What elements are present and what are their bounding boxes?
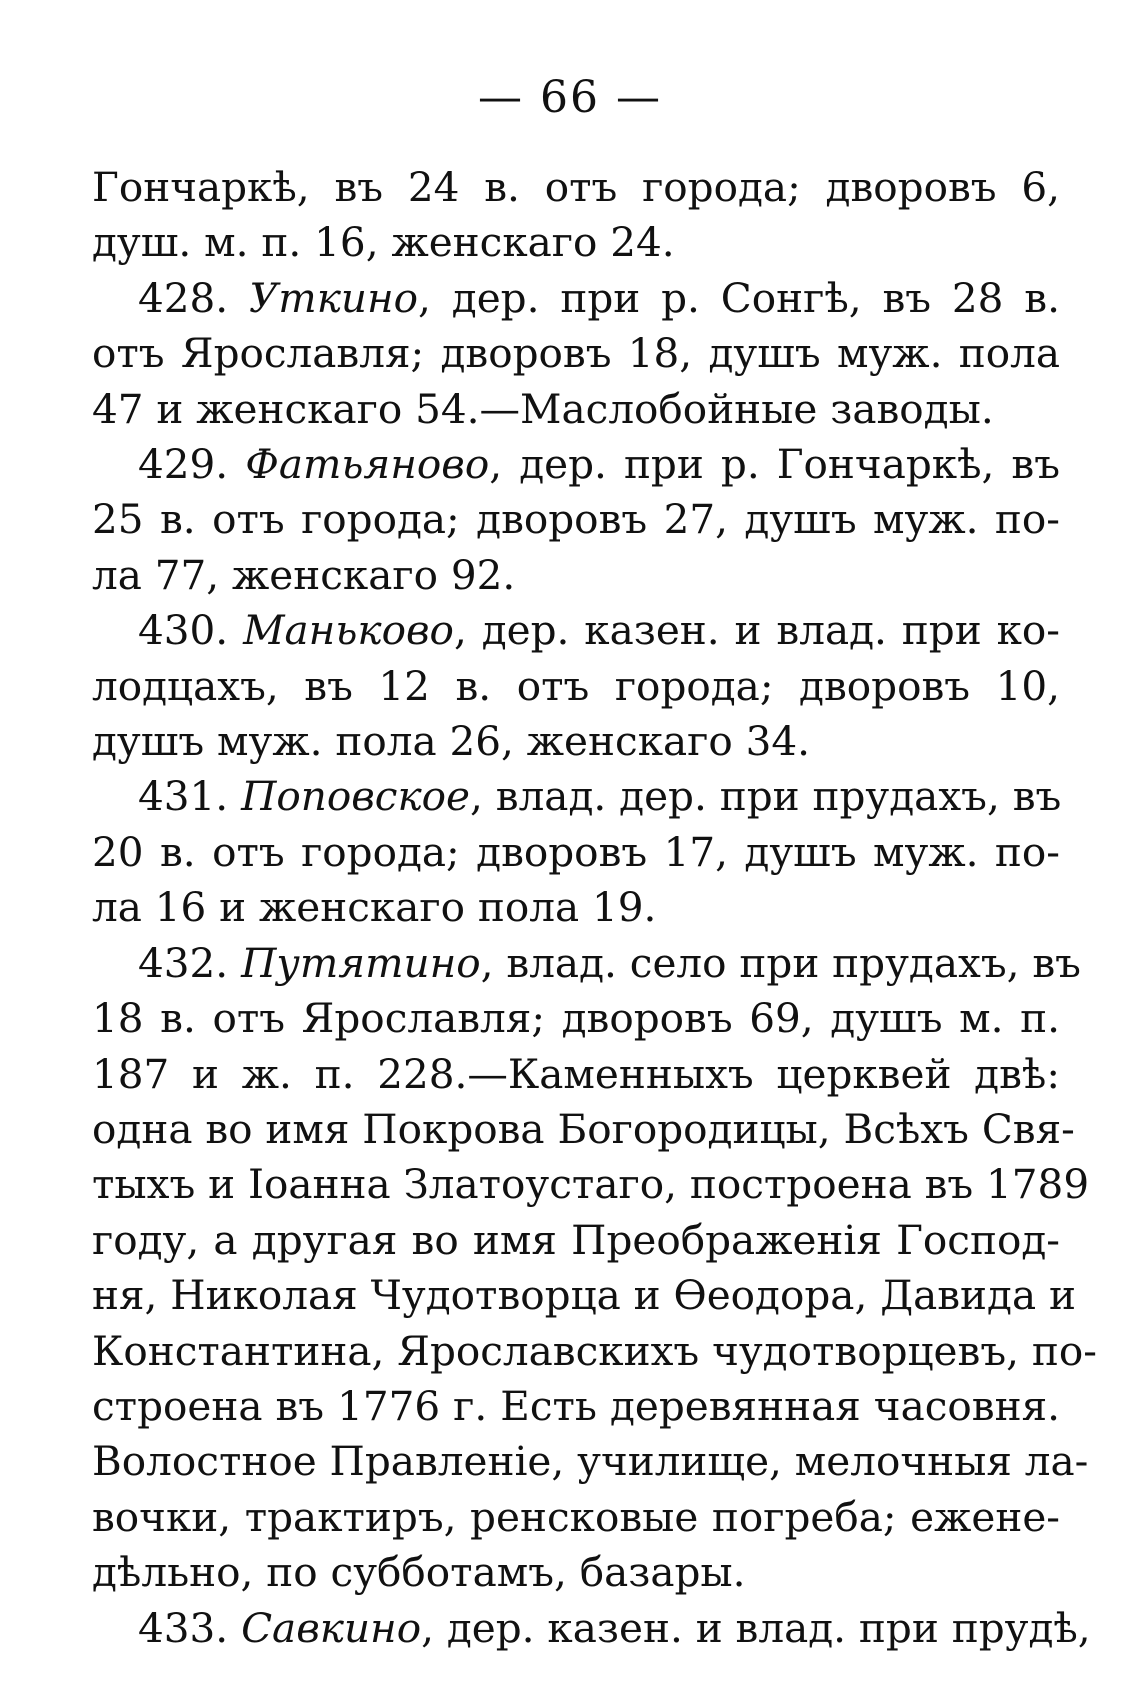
text-line <box>92 382 1060 437</box>
place-name: Путятино <box>241 938 481 987</box>
line-text: душъ муж. пола 26, женскаго 34. <box>92 717 811 766</box>
text-line <box>92 1102 1075 1157</box>
place-name: Уткино <box>249 273 419 322</box>
text-line <box>92 1047 1060 1102</box>
line-text: душ. м. п. 16, женскаго 24. <box>92 218 675 267</box>
text-line <box>92 548 1060 603</box>
entry-number: 432. <box>138 938 242 987</box>
text-line <box>92 1545 1060 1600</box>
line-text: , дер. при р. Сонгѣ, въ 28 в. <box>418 273 1060 322</box>
text-line <box>92 1268 1077 1323</box>
line-text: дѣльно, по субботамъ, базары. <box>92 1548 746 1597</box>
line-text: ла 77, женскаго 92. <box>92 550 516 599</box>
text-line <box>92 437 1060 492</box>
text-line <box>92 1379 1060 1434</box>
line-text: вочки, трактиръ, ренсковые погреба; еженe- <box>92 1492 1060 1541</box>
text-line <box>92 936 1081 991</box>
line-text: 187 и ж. п. 228.—Каменныхъ церквей двѣ: <box>92 1049 1060 1098</box>
entry-number: 430. <box>138 606 244 655</box>
entry-number: 431. <box>138 772 242 821</box>
line-text: Гончаркѣ, въ 24 в. отъ города; дворовъ 6, <box>92 163 1060 211</box>
line-text: ня, Николая Чудотворца и Ѳеодора, Давида и <box>92 1271 1077 1320</box>
text-line <box>92 326 1060 381</box>
text-line <box>92 215 1060 270</box>
text-line <box>92 1434 1089 1489</box>
place-name: Савкино <box>241 1603 422 1652</box>
text-line <box>92 880 1060 935</box>
line-text: , дер. казен. и влад. при прудѣ, <box>421 1603 1091 1652</box>
text-block <box>92 160 1097 1656</box>
place-name: Маньково <box>243 606 454 655</box>
text-line <box>92 1601 1091 1656</box>
line-text: ла 16 и женскаго пола 19. <box>92 883 657 932</box>
text-line <box>92 1213 1060 1268</box>
line-text: отъ Ярославля; дворовъ 18, душъ муж. пола <box>92 329 1060 378</box>
line-text: , влад. село при прудахъ, въ <box>480 938 1081 987</box>
text-line <box>92 160 1060 215</box>
text-line <box>92 714 1060 769</box>
text-line <box>92 603 1060 658</box>
text-line <box>92 659 1060 714</box>
text-line <box>92 271 1060 326</box>
entry-number: 429. <box>138 440 246 489</box>
line-text: 25 в. отъ города; дворовъ 27, душъ муж. по- <box>92 495 1060 544</box>
line-text: Волостное Правленіе, училище, мелочныя ла- <box>92 1437 1089 1486</box>
line-text: Константина, Ярославскихъ чудотворцевъ, по- <box>92 1326 1097 1375</box>
line-text: 20 в. отъ города; дворовъ 17, душъ муж. по- <box>92 827 1060 876</box>
entry-number: 433. <box>138 1603 242 1652</box>
text-line <box>92 825 1060 880</box>
text-line <box>92 1157 1090 1212</box>
place-name: Поповское <box>241 772 471 821</box>
line-text: , дер. казен. и влад. при ко- <box>453 606 1060 655</box>
text-line <box>92 991 1060 1046</box>
line-text: одна во имя Покрова Богородицы, Всѣхъ Свя- <box>92 1104 1075 1153</box>
line-text: , влад. дер. при прудахъ, въ <box>470 772 1062 821</box>
line-text: году, а другая во имя Преображенія Господ- <box>92 1215 1060 1264</box>
entry-number: 428. <box>138 273 250 322</box>
line-text: 47 и женскаго 54.—Маслобойные заводы. <box>92 384 994 433</box>
line-text: тыхъ и Іоанна Златоустаго, построена въ 1789 <box>92 1160 1090 1209</box>
text-line <box>92 1490 1060 1545</box>
text-line <box>92 492 1060 547</box>
text-line <box>92 769 1060 824</box>
line-text: лодцахъ, въ 12 в. отъ города; дворовъ 10, <box>92 661 1060 710</box>
place-name: Фатьяново <box>245 440 490 489</box>
line-text: 18 в. отъ Ярославля; дворовъ 69, душъ м. п. <box>92 994 1060 1043</box>
text-line <box>92 1324 1097 1379</box>
page-number: — 66 — <box>478 72 662 123</box>
line-text: , дер. при р. Гончаркѣ, въ <box>489 440 1060 489</box>
line-text: строена въ 1776 г. Есть деревянная часовня. <box>92 1381 1060 1430</box>
